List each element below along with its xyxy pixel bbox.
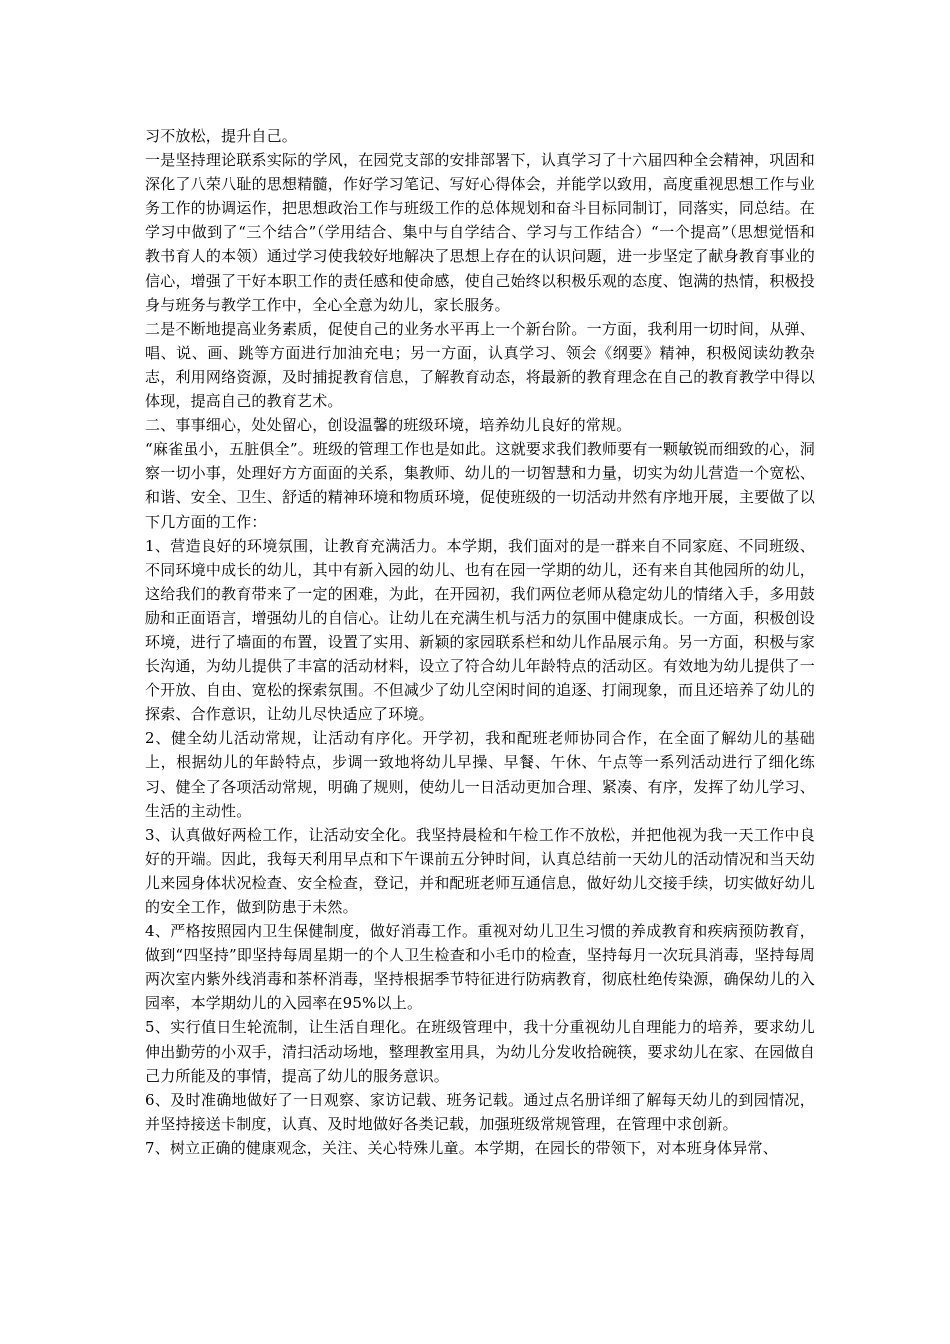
list-item: 2、健全幼儿活动常规，让活动有序化。开学初，我和配班老师协同合作，在全面了解幼儿的基础上，根据幼儿的年龄特点，步调一致地将幼儿早操、早餐、午休、午点等一系列活动进行了细化练习、健全了各项活动常规，明确了规则，使幼儿一日活动更加合理、紧凑、有序，发挥了幼儿学习、生活的主动性。	[145, 729, 815, 820]
paragraph: 习不放松，提升自己。	[145, 127, 298, 145]
paragraph: 二是不断地提高业务素质，促使自己的业务水平再上一个新台阶。一方面，我利用一切时间，从弹、唱、说、画、跳等方面进行加油充电；另一方面，认真学习、领会《纲要》精神，积极阅读幼教杂志，利用网络资源，及时捕捉教育信息，了解教育动态，将最新的教育理念在自己的教育教学中得以体现，提高自己的教育艺术。	[145, 319, 815, 411]
list-item: 6、及时准确地做好了一日观察、家访记载、班务记载。通过点名册详细了解每天幼儿的到园情况，并坚持接送卡制度，认真、及时地做好各类记载，加强班级常规管理，在管理中求创新。	[145, 1090, 815, 1133]
section-heading: 二、事事细心，处处留心，创设温馨的班级环境，培养幼儿良好的常规。	[145, 416, 632, 435]
list-item: 5、实行值日生轮流制，让生活自理化。在班级管理中，我十分重视幼儿自理能力的培养，要求幼儿伸出勤劳的小双手，清扫活动场地，整理教室用具，为幼儿分发收拾碗筷，要求幼儿在家、在园做自己力所能及的事情，提高了幼儿的服务意识。	[145, 1018, 815, 1085]
paragraph: “麻雀虽小，五脏俱全”。班级的管理工作也是如此。这就要求我们教师要有一颗敏锐而细致的心，洞察一切小事，处理好方方面面的关系，集教师、幼儿的一切智慧和力量，切实为幼儿营造一个宽松、和谐、安全、卫生、舒适的精神环境和物质环境，促使班级的一切活动井然有序地开展，主要做了以下几方面的工作：	[145, 440, 815, 531]
paragraph: 一是坚持理论联系实际的学风，在园党支部的安排部署下，认真学习了十六届四种全会精神，巩固和深化了八荣八耻的思想精髓，作好学习笔记、写好心得体会，并能学以致用，高度重视思想工作与业务工作的协调运作，把思想政治工作与班级工作的总体规划和奋斗目标同制订，同落实，同总结。在学习中做到了“三个结合”（学用结合、集中与自学结合、学习与工作结合）“一个提高”（思想觉悟和教书育人的本领）通过学习使我较好地解决了思想上存在的认识问题，进一步坚定了献身教育事业的信心，增强了干好本职工作的责任感和使命感，使自己始终以积极乐观的态度、饱满的热情，积极投身与班务与教学工作中，全心全意为幼儿，家长服务。	[145, 151, 815, 314]
list-item: 1、营造良好的环境氛围，让教育充满活力。本学期，我们面对的是一群来自不同家庭、不同班级、不同环境中成长的幼儿，其中有新入园的幼儿、也有在园一学期的幼儿，还有来自其他园所的幼儿，这给我们的教育带来了一定的困难，为此，在开园初，我们两位老师从稳定幼儿的情绪入手，多用鼓励和正面语言，增强幼儿的自信心。让幼儿在充满生机与活力的氛围中健康成长。一方面，积极创设环境，进行了墙面的布置，设置了实用、新颖的家园联系栏和幼儿作品展示角。另一方面，积极与家长沟通，为幼儿提供了丰富的活动材料，设立了符合幼儿年龄特点的活动区。有效地为幼儿提供了一个开放、自由、宽松的探索氛围。不但减少了幼儿空闲时间的追逐、打闹现象，而且还培养了幼儿的探索、合作意识，让幼儿尽快适应了环境。	[145, 536, 815, 724]
list-item: 3、认真做好两检工作，让活动安全化。我坚持晨检和午检工作不放松，并把他视为我一天工作中良好的开端。因此，我每天利用早点和下午课前五分钟时间，认真总结前一天幼儿的活动情况和当天幼儿来园身体状况检查、安全检查，登记，并和配班老师互通信息，做好幼儿交接手续，切实做好幼儿的安全工作，做到防患于未然。	[145, 825, 815, 916]
list-item: 4、严格按照园内卫生保健制度，做好消毒工作。重视对幼儿卫生习惯的养成教育和疾病预防教育，做到“四坚持”即坚持每周星期一的个人卫生检查和小毛巾的检查，坚持每月一次玩具消毒，坚持每周两次室内紫外线消毒和茶杯消毒，坚持根据季节特征进行防病教育，彻底杜绝传染源，确保幼儿的入园率，本学期幼儿的入园率在95%以上。	[145, 922, 815, 1013]
list-item: 7、树立正确的健康观念，关注、关心特殊儿童。本学期，在园长的带领下，对本班身体异常、	[145, 1138, 778, 1157]
document-body	[145, 124, 815, 1160]
